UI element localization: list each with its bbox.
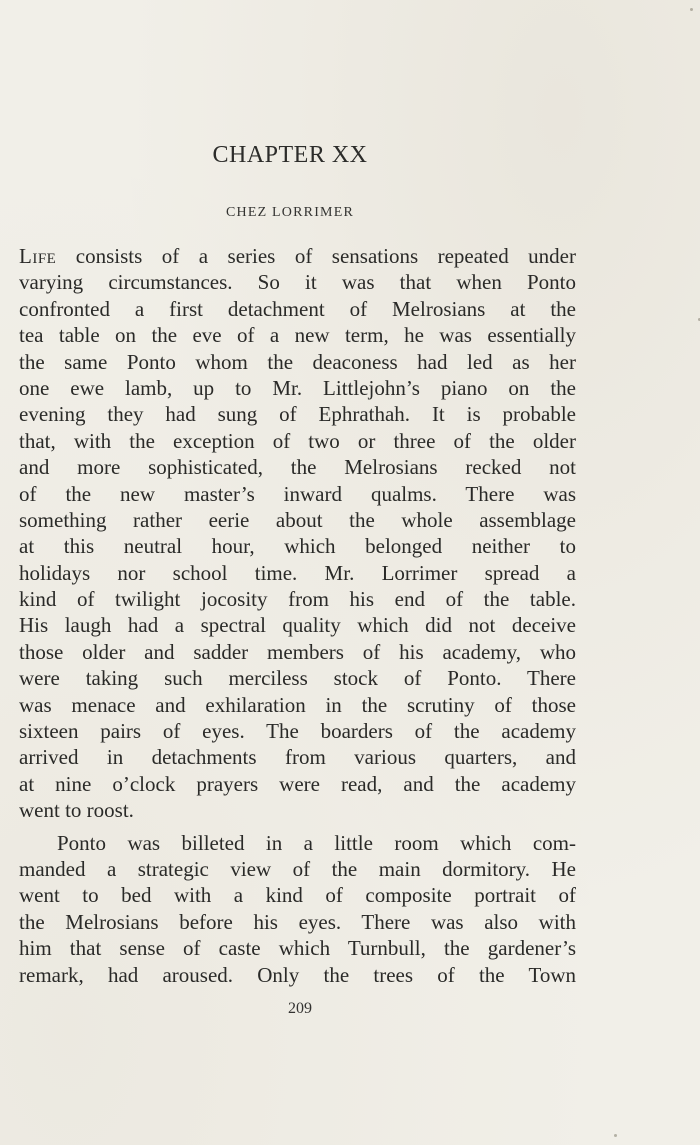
text-line: sixteen pairs of eyes. The boarders of the academy bbox=[19, 719, 576, 744]
text-line: those older and sadder members of his academy, who bbox=[19, 639, 576, 664]
text-line: holidays nor school time. Mr. Lorrimer spread a bbox=[19, 560, 576, 585]
body-text bbox=[19, 243, 576, 988]
text-line: the same Ponto whom the deaconess had led as her bbox=[19, 349, 576, 374]
text-line: was menace and exhilaration in the scrutiny of those bbox=[19, 692, 576, 717]
paper-speck bbox=[690, 8, 693, 11]
text-line: something rather eerie about the whole assemblage bbox=[19, 507, 576, 532]
text-line: that, with the exception of two or three of the older bbox=[19, 428, 576, 453]
text-line: tea table on the eve of a new term, he was essentially bbox=[19, 323, 576, 348]
paragraph-1 bbox=[19, 243, 576, 824]
text-line: manded a strategic view of the main dormitory. He bbox=[19, 856, 576, 881]
text-line: remark, had aroused. Only the trees of the Town bbox=[19, 962, 576, 987]
text-line: at nine o’clock prayers were read, and the academy bbox=[19, 771, 576, 796]
drop-lead-word: Life bbox=[19, 244, 57, 268]
text-line: him that sense of caste which Turnbull, the gardener’s bbox=[19, 936, 576, 961]
chapter-title: CHAPTER XX bbox=[212, 142, 368, 168]
text-line: Life consists of a series of sensations repeated under bbox=[19, 244, 576, 268]
text-line: kind of twilight jocosity from his end of the table. bbox=[19, 587, 576, 612]
chapter-subtitle: CHEZ LORRIMER bbox=[226, 205, 354, 220]
text-line: and more sophisticated, the Melrosians recked not bbox=[19, 455, 576, 480]
page-number: 209 bbox=[288, 1000, 312, 1017]
text-line: the Melrosians before his eyes. There was also with bbox=[19, 909, 576, 934]
text-line: went to bed with a kind of composite portrait of bbox=[19, 883, 576, 908]
text-line: His laugh had a spectral quality which did not deceive bbox=[19, 613, 576, 638]
text-line: at this neutral hour, which belonged neither to bbox=[19, 534, 576, 559]
text-line: of the new master’s inward qualms. There was bbox=[19, 481, 576, 506]
paragraph-2 bbox=[19, 830, 576, 988]
text-line: one ewe lamb, up to Mr. Littlejohn’s piano on the bbox=[19, 375, 576, 400]
text-line: were taking such merciless stock of Ponto. There bbox=[19, 666, 576, 691]
text-line: arrived in detachments from various quarters, and bbox=[19, 745, 576, 770]
text-line: varying circumstances. So it was that when Ponto bbox=[19, 270, 576, 295]
paper-speck bbox=[614, 1134, 617, 1137]
text-line: went to roost. bbox=[19, 798, 134, 823]
text-line: Ponto was billeted in a little room which com- bbox=[57, 830, 576, 855]
text-line: confronted a first detachment of Melrosians at the bbox=[19, 296, 576, 321]
text-line: evening they had sung of Ephrathah. It is probable bbox=[19, 402, 576, 427]
